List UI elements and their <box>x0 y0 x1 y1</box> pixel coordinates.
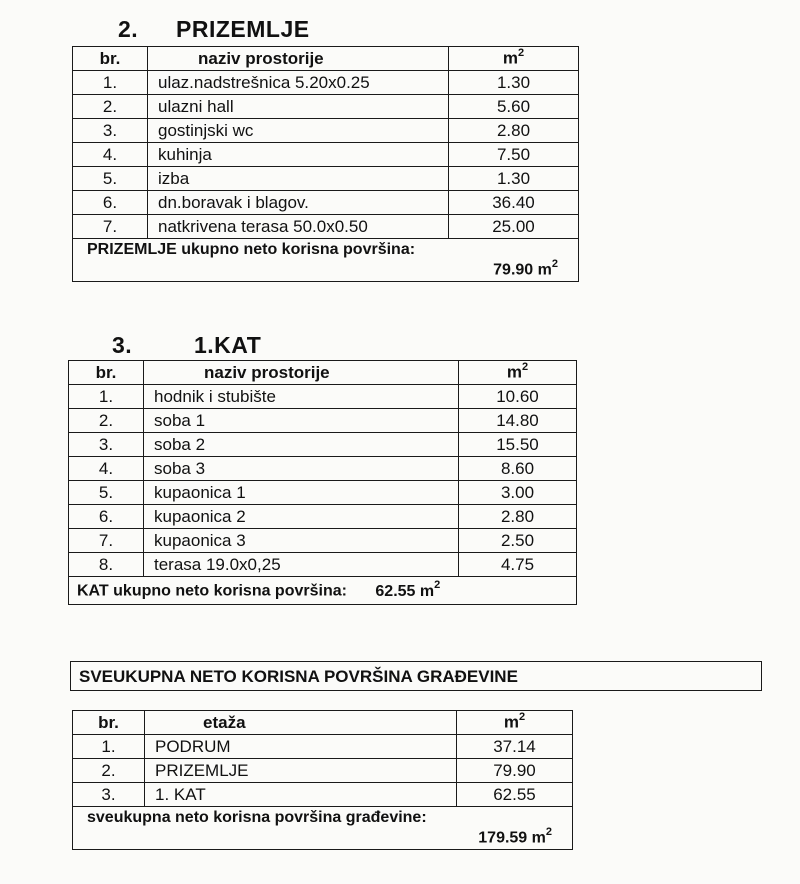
table-row: 6. dn.boravak i blagov. 36.40 <box>73 191 579 215</box>
kat-table <box>68 360 577 605</box>
table-row: 5. izba 1.30 <box>73 167 579 191</box>
prizemlje-table <box>72 46 579 282</box>
section-3-number: 3. <box>112 332 133 358</box>
total-label: PRIZEMLJE ukupno neto korisna površina: <box>87 241 416 258</box>
table-row: 7. natkrivena terasa 50.0x0.50 25.00 <box>73 215 579 239</box>
header-naziv: naziv prostorije <box>144 361 459 385</box>
header-naziv: naziv prostorije <box>148 47 449 71</box>
table-row: 1. hodnik i stubište 10.60 <box>69 385 577 409</box>
summary-banner: SVEUKUPNA NETO KORISNA POVRŠINA GRAĐEVINE <box>70 661 762 691</box>
table-row: 3. 1. KAT 62.55 <box>73 783 573 807</box>
total-label: sveukupna neto korisna površina građevine: <box>87 809 427 826</box>
header-m2: $m^2$ <box>459 361 577 385</box>
table-row: 3. soba 2 15.50 <box>69 433 577 457</box>
table-row: 2. soba 1 14.80 <box>69 409 577 433</box>
table-row: 3. gostinjski wc 2.80 <box>73 119 579 143</box>
header-br: br. <box>73 47 148 71</box>
table-header-row <box>73 47 579 71</box>
summary-table <box>72 710 573 850</box>
total-label: KAT ukupno neto korisna površina: <box>77 582 347 600</box>
header-m2: $m^2$ <box>457 711 573 735</box>
header-etaza: etaža <box>145 711 457 735</box>
header-br: br. <box>69 361 144 385</box>
header-m2: $m^2$ <box>449 47 579 71</box>
total-row <box>69 577 577 605</box>
total-row <box>73 807 573 850</box>
table-row: 5. kupaonica 1 3.00 <box>69 481 577 505</box>
table-header-row <box>69 361 577 385</box>
total-value: 179.59 $m^2$ <box>478 826 552 847</box>
table-row: 6. kupaonica 2 2.80 <box>69 505 577 529</box>
total-value: 62.55 $m^2$ <box>375 579 441 600</box>
table-row: 7. kupaonica 3 2.50 <box>69 529 577 553</box>
section-2-number: 2. <box>118 16 139 42</box>
section-3-heading <box>112 332 261 359</box>
table-row: 1. PODRUM 37.14 <box>73 735 573 759</box>
table-row: 4. kuhinja 7.50 <box>73 143 579 167</box>
section-3-title: 1.KAT <box>194 332 262 358</box>
total-value: 79.90 $m^2$ <box>493 258 558 279</box>
table-row: 2. ulazni hall 5.60 <box>73 95 579 119</box>
total-row <box>73 239 579 282</box>
table-row: 2. PRIZEMLJE 79.90 <box>73 759 573 783</box>
table-row: 1. ulaz.nadstrešnica 5.20x0.25 1.30 <box>73 71 579 95</box>
section-2-title: PRIZEMLJE <box>176 16 310 42</box>
table-row: 8. terasa 19.0x0,25 4.75 <box>69 553 577 577</box>
table-header-row <box>73 711 573 735</box>
header-br: br. <box>73 711 145 735</box>
table-row: 4. soba 3 8.60 <box>69 457 577 481</box>
section-2-heading <box>118 16 310 43</box>
